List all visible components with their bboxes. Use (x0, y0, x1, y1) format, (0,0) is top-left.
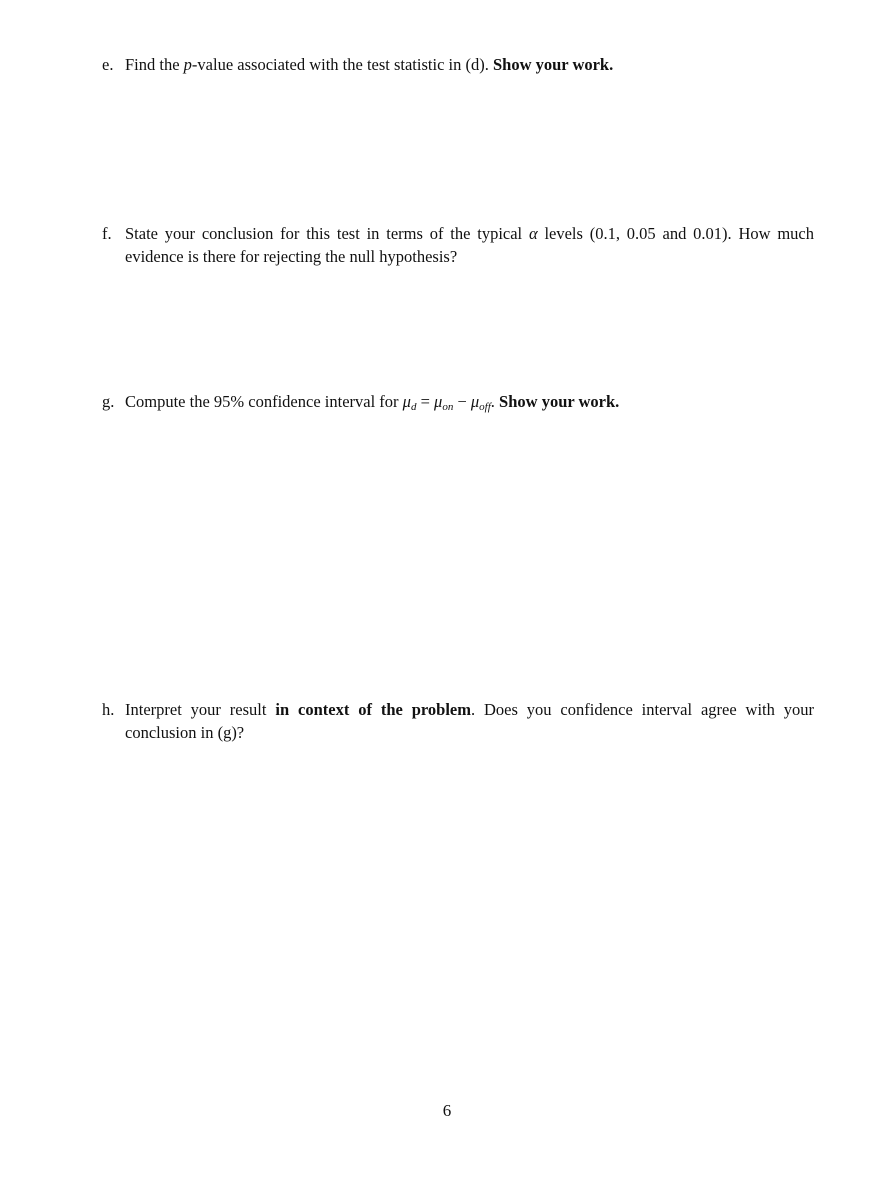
question-h (102, 698, 814, 744)
question-letter: e. (102, 55, 114, 74)
question-g (102, 390, 814, 419)
instruction-bold: Show your work. (492, 55, 614, 74)
instruction-bold: Show your work. (499, 392, 620, 411)
math-mu-d: $\mu_d$ (402, 392, 417, 413)
question-text: Interpret your result in context of the problem. Does you confidence interval agree with your conclusion in (g)? (125, 700, 815, 742)
math-mu-on: $\mu_{on}$ (434, 392, 454, 413)
question-text: Compute the 95% confidence interval for $\mu_d = \mu_{on} - \mu_{off}$. Show your work. (125, 392, 620, 413)
question-letter: f. (102, 224, 112, 243)
question-text: State your conclusion for this test in terms of the typical α levels (0.1, 0.05 and 0.01). How much evidence is there for rejecting the null hypothesis? (125, 224, 814, 266)
question-f (102, 222, 814, 268)
page-number: 6 (442, 1101, 452, 1120)
math-alpha: α (528, 224, 538, 243)
question-e (102, 53, 814, 76)
math-mu-off: $\mu_{off}$ (470, 392, 491, 413)
question-text: Find the p-value associated with the test statistic in (d). Show your work. (125, 55, 614, 74)
question-letter: g. (102, 392, 115, 411)
question-letter: h. (102, 700, 115, 719)
instruction-bold: in context of the problem (275, 700, 471, 719)
math-p: p (183, 55, 192, 74)
